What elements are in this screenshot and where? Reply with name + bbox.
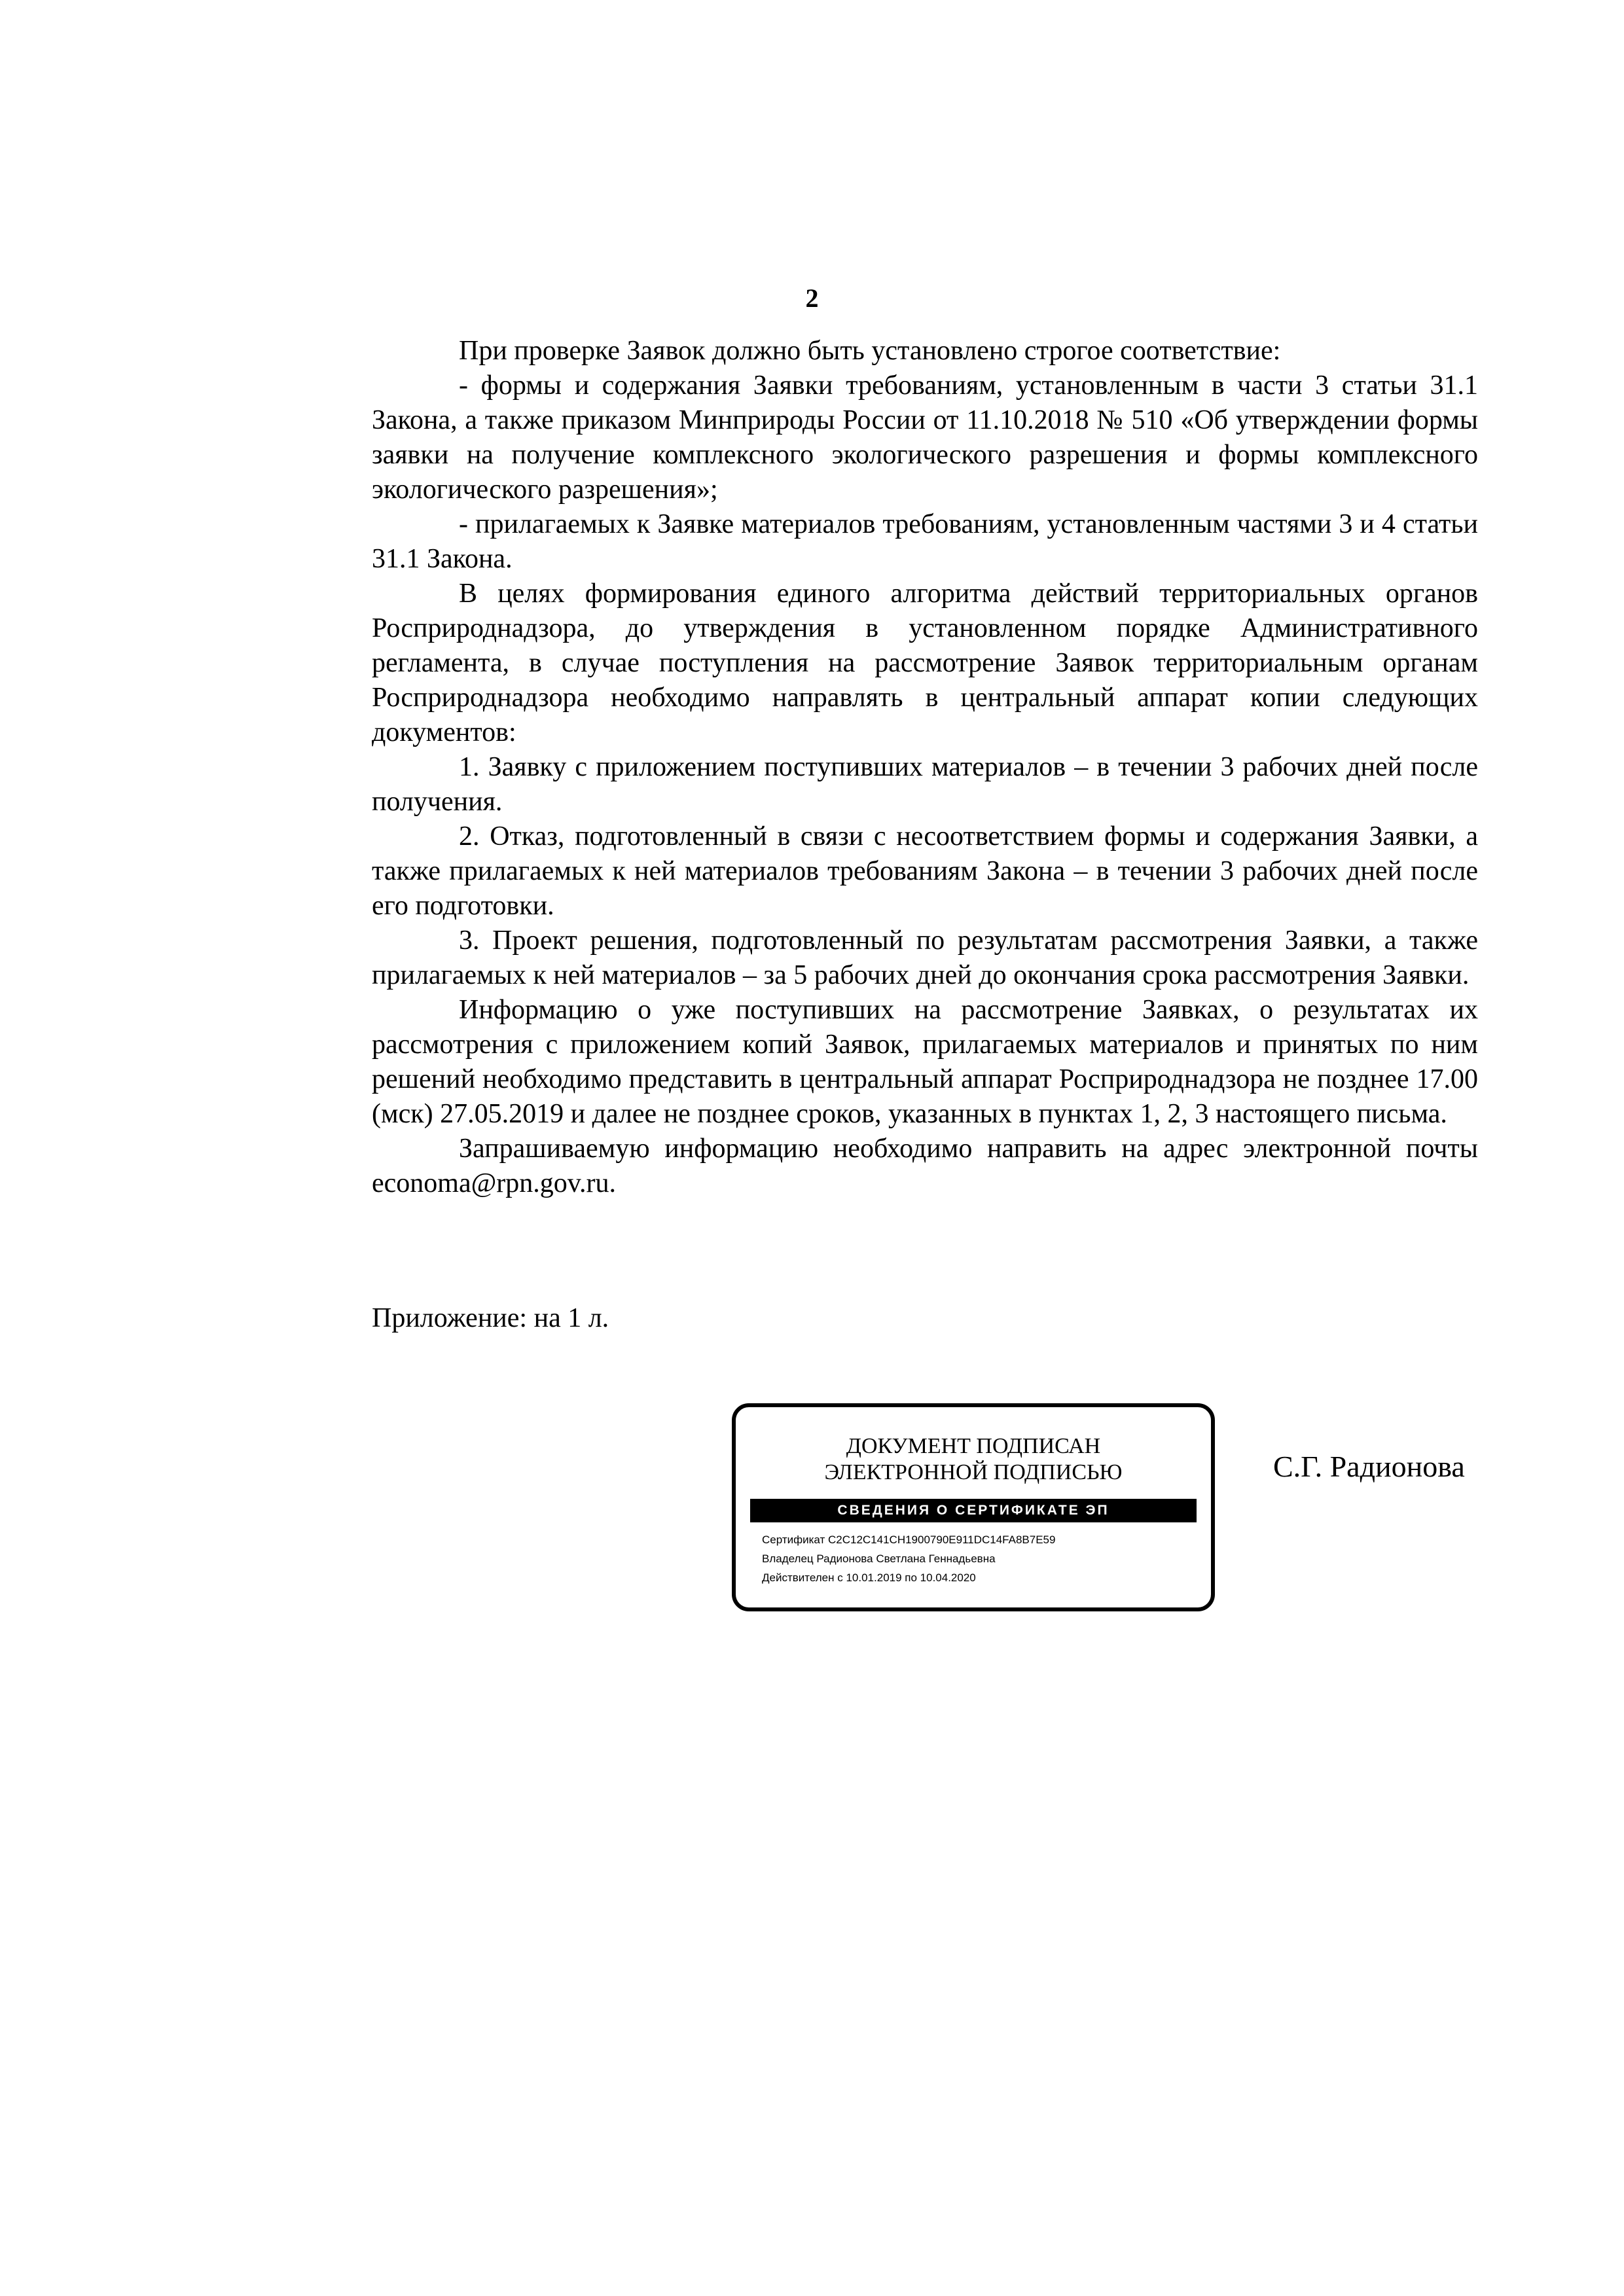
stamp-certificate: Сертификат C2C12C141CH1900790E911DC14FA8B7E59: [762, 1534, 1056, 1546]
paragraph-information-request: Информацию о уже поступивших на рассмотрение Заявках, о результатах их рассмотрения с приложением копий Заявок, прилагаемых материалов и принятых по ним решений необходимо представить в центральный аппарат Росприроднадзора не позднее 17.00 (мск) 27.05.2019 и далее не позднее сроков, указанных в пунктах 1, 2, 3 настоящего письма.: [372, 995, 1478, 1129]
list-item-2: 2. Отказ, подготовленный в связи с несоответствием формы и содержания Заявки, а также прилагаемых к ней материалов требованиям Закона – в течении 3 рабочих дней после его подготовки.: [372, 821, 1478, 921]
stamp-owner: Владелец Радионова Светлана Геннадьевна: [762, 1552, 996, 1565]
stamp-details: [762, 1530, 1211, 1587]
stamp-title-line1: ДОКУМЕНТ ПОДПИСАН: [846, 1434, 1101, 1458]
stamp-certificate-header: СВЕДЕНИЯ О СЕРТИФИКАТЕ ЭП: [750, 1499, 1197, 1522]
stamp-title: [736, 1433, 1211, 1486]
letter-body: [372, 334, 1478, 1201]
stamp-title-line2: ЭЛЕКТРОННОЙ ПОДПИСЬЮ: [824, 1460, 1123, 1484]
paragraph-email: Запрашиваемую информацию необходимо направить на адрес электронной почты economa@rpn.gov.ru.: [372, 1134, 1478, 1198]
paragraph-algorithm: В целях формирования единого алгоритма действий территориальных органов Росприроднадзора, до утверждения в установленном порядке Административного регламента, в случае поступления на рассмотрение Заявок территориальным органам Росприроднадзора необходимо направлять в центральный аппарат копии следующих документов:: [372, 579, 1478, 747]
signer-name: С.Г. Радионова: [1273, 1450, 1465, 1483]
paragraph-intro: При проверке Заявок должно быть установлено строгое соответствие:: [459, 336, 1281, 366]
list-item-3: 3. Проект решения, подготовленный по результатам рассмотрения Заявки, а также прилагаемых к ней материалов – за 5 рабочих дней до окончания срока рассмотрения Заявки.: [372, 925, 1478, 990]
paragraph-materials-requirement: - прилагаемых к Заявке материалов требованиям, установленным частями 3 и 4 статьи 31.1 Закона.: [372, 509, 1478, 574]
electronic-signature-stamp: [732, 1403, 1215, 1611]
paragraph-form-requirement: - формы и содержания Заявки требованиям, установленным в части 3 статьи 31.1 Закона, а также приказом Минприроды России от 11.10.2018 № 510 «Об утверждении формы заявки на получение комплексного экологического разрешения и формы комплексного экологического разрешения»;: [372, 370, 1478, 505]
list-item-1: 1. Заявку с приложением поступивших материалов – в течении 3 рабочих дней после получения.: [372, 752, 1478, 817]
stamp-validity: Действителен с 10.01.2019 по 10.04.2020: [762, 1571, 976, 1584]
appendix-note: Приложение: на 1 л.: [372, 1303, 609, 1333]
page-number: 2: [805, 283, 819, 313]
